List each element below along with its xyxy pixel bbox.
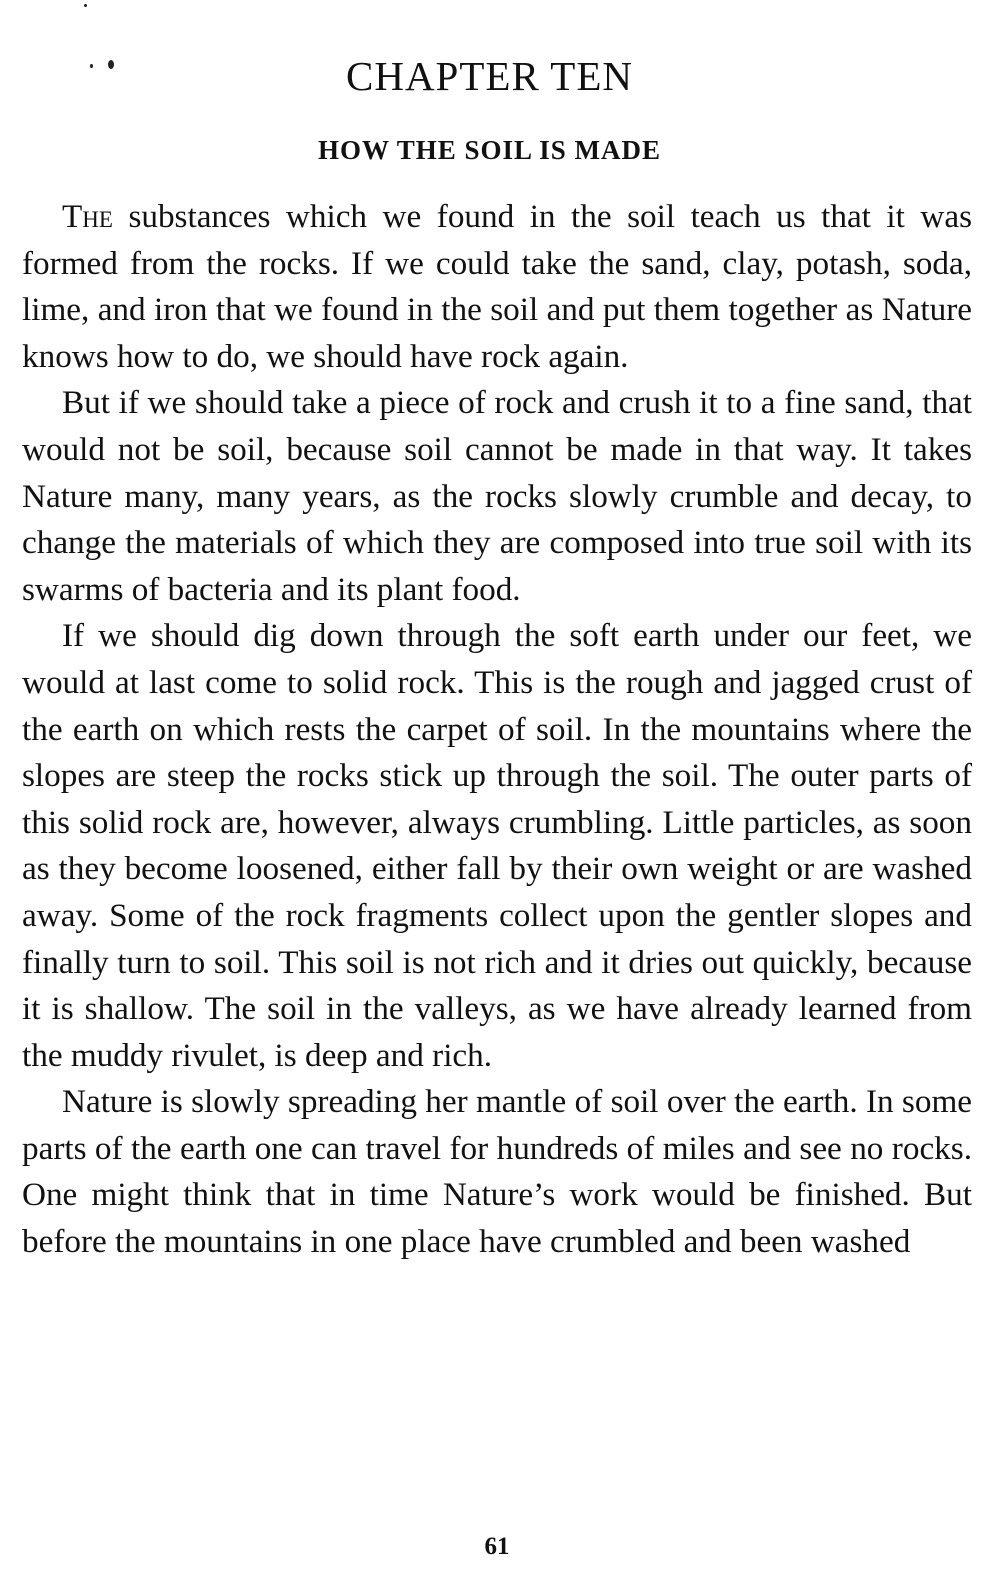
chapter-title: CHAPTER TEN	[345, 53, 633, 99]
paragraph-text: But if we should take a piece of rock and crush it to a fine sand, that would not be soil, because soil cannot be made in that way. It takes Nature many, many years, as the rocks slowly crumble and decay, to change the materials of which they are composed into true soil with its swarms of bacteria and its plant food.	[22, 384, 972, 608]
paragraph	[22, 1079, 972, 1265]
paragraph-text: substances which we found in the soil teach us that it was formed from the rocks. If we could take the sand, clay, potash, soda, lime, and iron that we found in the soil and put them together as Nature knows how to do, we should have rock again.	[22, 198, 972, 375]
paragraph-text: If we should dig down through the soft earth under our feet, we would at last come to solid rock. This is the rough and jagged crust of the earth on which rests the carpet of soil. In the mountains where the slopes are steep the rocks stick up through the soil. The outer parts of this solid rock are, however, always crumbling. Little particles, as soon as they become loosened, either fall by their own weight or are washed away. Some of the rock fragments collect upon the gentler slopes and finally turn to soil. This soil is not rich and it dries out quickly, because it is shallow. The soil in the valleys, as we have already learned from the muddy rivulet, is deep and rich.	[22, 617, 972, 1074]
chapter-subtitle: HOW THE SOIL IS MADE	[317, 135, 662, 165]
paragraph	[22, 613, 972, 1079]
page-number: 61	[484, 1533, 510, 1560]
body-text	[22, 194, 972, 1266]
paragraph	[22, 194, 972, 380]
paragraph	[22, 380, 972, 613]
paragraph-text: Nature is slowly spreading her mantle of soil over the earth. In some parts of the earth one can travel for hundreds of miles and see no rocks. One might think that in time Nature’s work would be finished. But before the mountains in one place have crumbled and been washed	[22, 1083, 972, 1261]
book-page	[22, 0, 972, 1587]
paragraph-lead: The	[62, 198, 113, 235]
